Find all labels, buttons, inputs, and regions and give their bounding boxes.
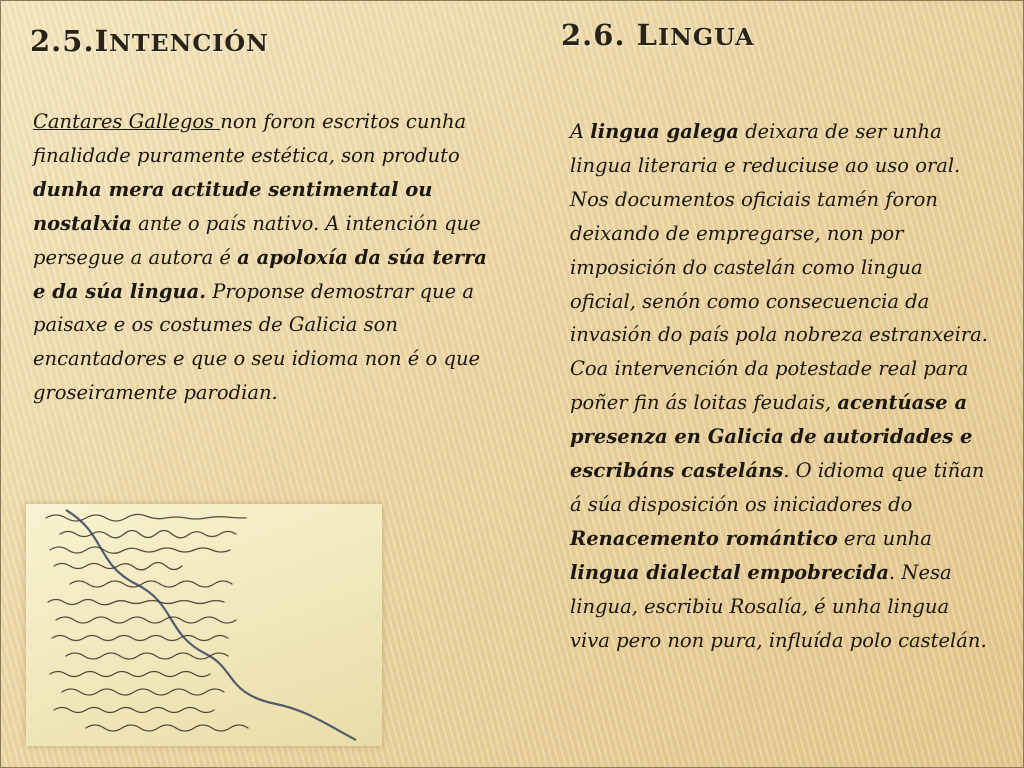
heading-intencion-rest: NTENCIÓN xyxy=(109,29,269,57)
intencion-text-3: Proponse demostrar que a paisaxe e os costumes de Galicia son encantadores e que o seu idioma non é o que groseiramente parodian. xyxy=(33,279,481,405)
intencion-text-2: ante o país nativo. A intención que persegue a autora é xyxy=(33,211,481,269)
lingua-paragraph xyxy=(570,115,990,658)
intencion-paragraph xyxy=(33,105,503,410)
heading-lingua xyxy=(561,18,755,52)
intencion-emphasis-2: a apoloxía da súa terra e da súa lingua. xyxy=(33,245,487,303)
lingua-text-5: . Nesa lingua, escribiu Rosalía, é unha lingua viva pero non pura, influída polo castelán. xyxy=(570,560,987,652)
manuscript-image xyxy=(26,504,382,746)
heading-lingua-rest: INGUA xyxy=(658,23,755,51)
heading-intencion-number: 2.5. xyxy=(30,24,95,58)
heading-intencion xyxy=(30,24,269,58)
lingua-text-4: era unha xyxy=(837,526,932,550)
lingua-text-3: . O idioma que tiñan á súa disposición os iniciadores do xyxy=(570,459,985,516)
lingua-text-1: A xyxy=(570,120,591,143)
lingua-emphasis-2: acentúase a presenza en Galicia de autoridades e escribáns casteláns xyxy=(570,391,973,483)
heading-lingua-number: 2.6. xyxy=(561,18,637,52)
lingua-emphasis-1: lingua galega xyxy=(590,120,739,143)
heading-intencion-initial: I xyxy=(94,24,110,58)
lingua-emphasis-3: Renacemento romántico xyxy=(570,526,838,550)
intencion-emphasis-1: dunha mera actitude sentimental ou nostalxia xyxy=(33,177,433,235)
lingua-emphasis-4: lingua dialectal empobrecida xyxy=(570,560,889,584)
handwriting-scribbles xyxy=(26,504,382,746)
lingua-text-2: deixara de ser unha lingua literaria e reduciuse ao uso oral. Nos documentos oficiais tamén foron deixando de empregarse, non por imposición do castelán como lingua oficial, senón como consecuencia da invasión do país pola nobreza estranxeira. Coa intervención da potestade real para poñer fin ás loitas feudais, xyxy=(570,120,988,415)
intencion-title-book: Cantares Gallegos xyxy=(33,110,221,133)
heading-lingua-initial: L xyxy=(636,18,659,52)
intencion-text-1: non foron escritos cunha finalidade puramente estética, son produto xyxy=(33,110,467,167)
